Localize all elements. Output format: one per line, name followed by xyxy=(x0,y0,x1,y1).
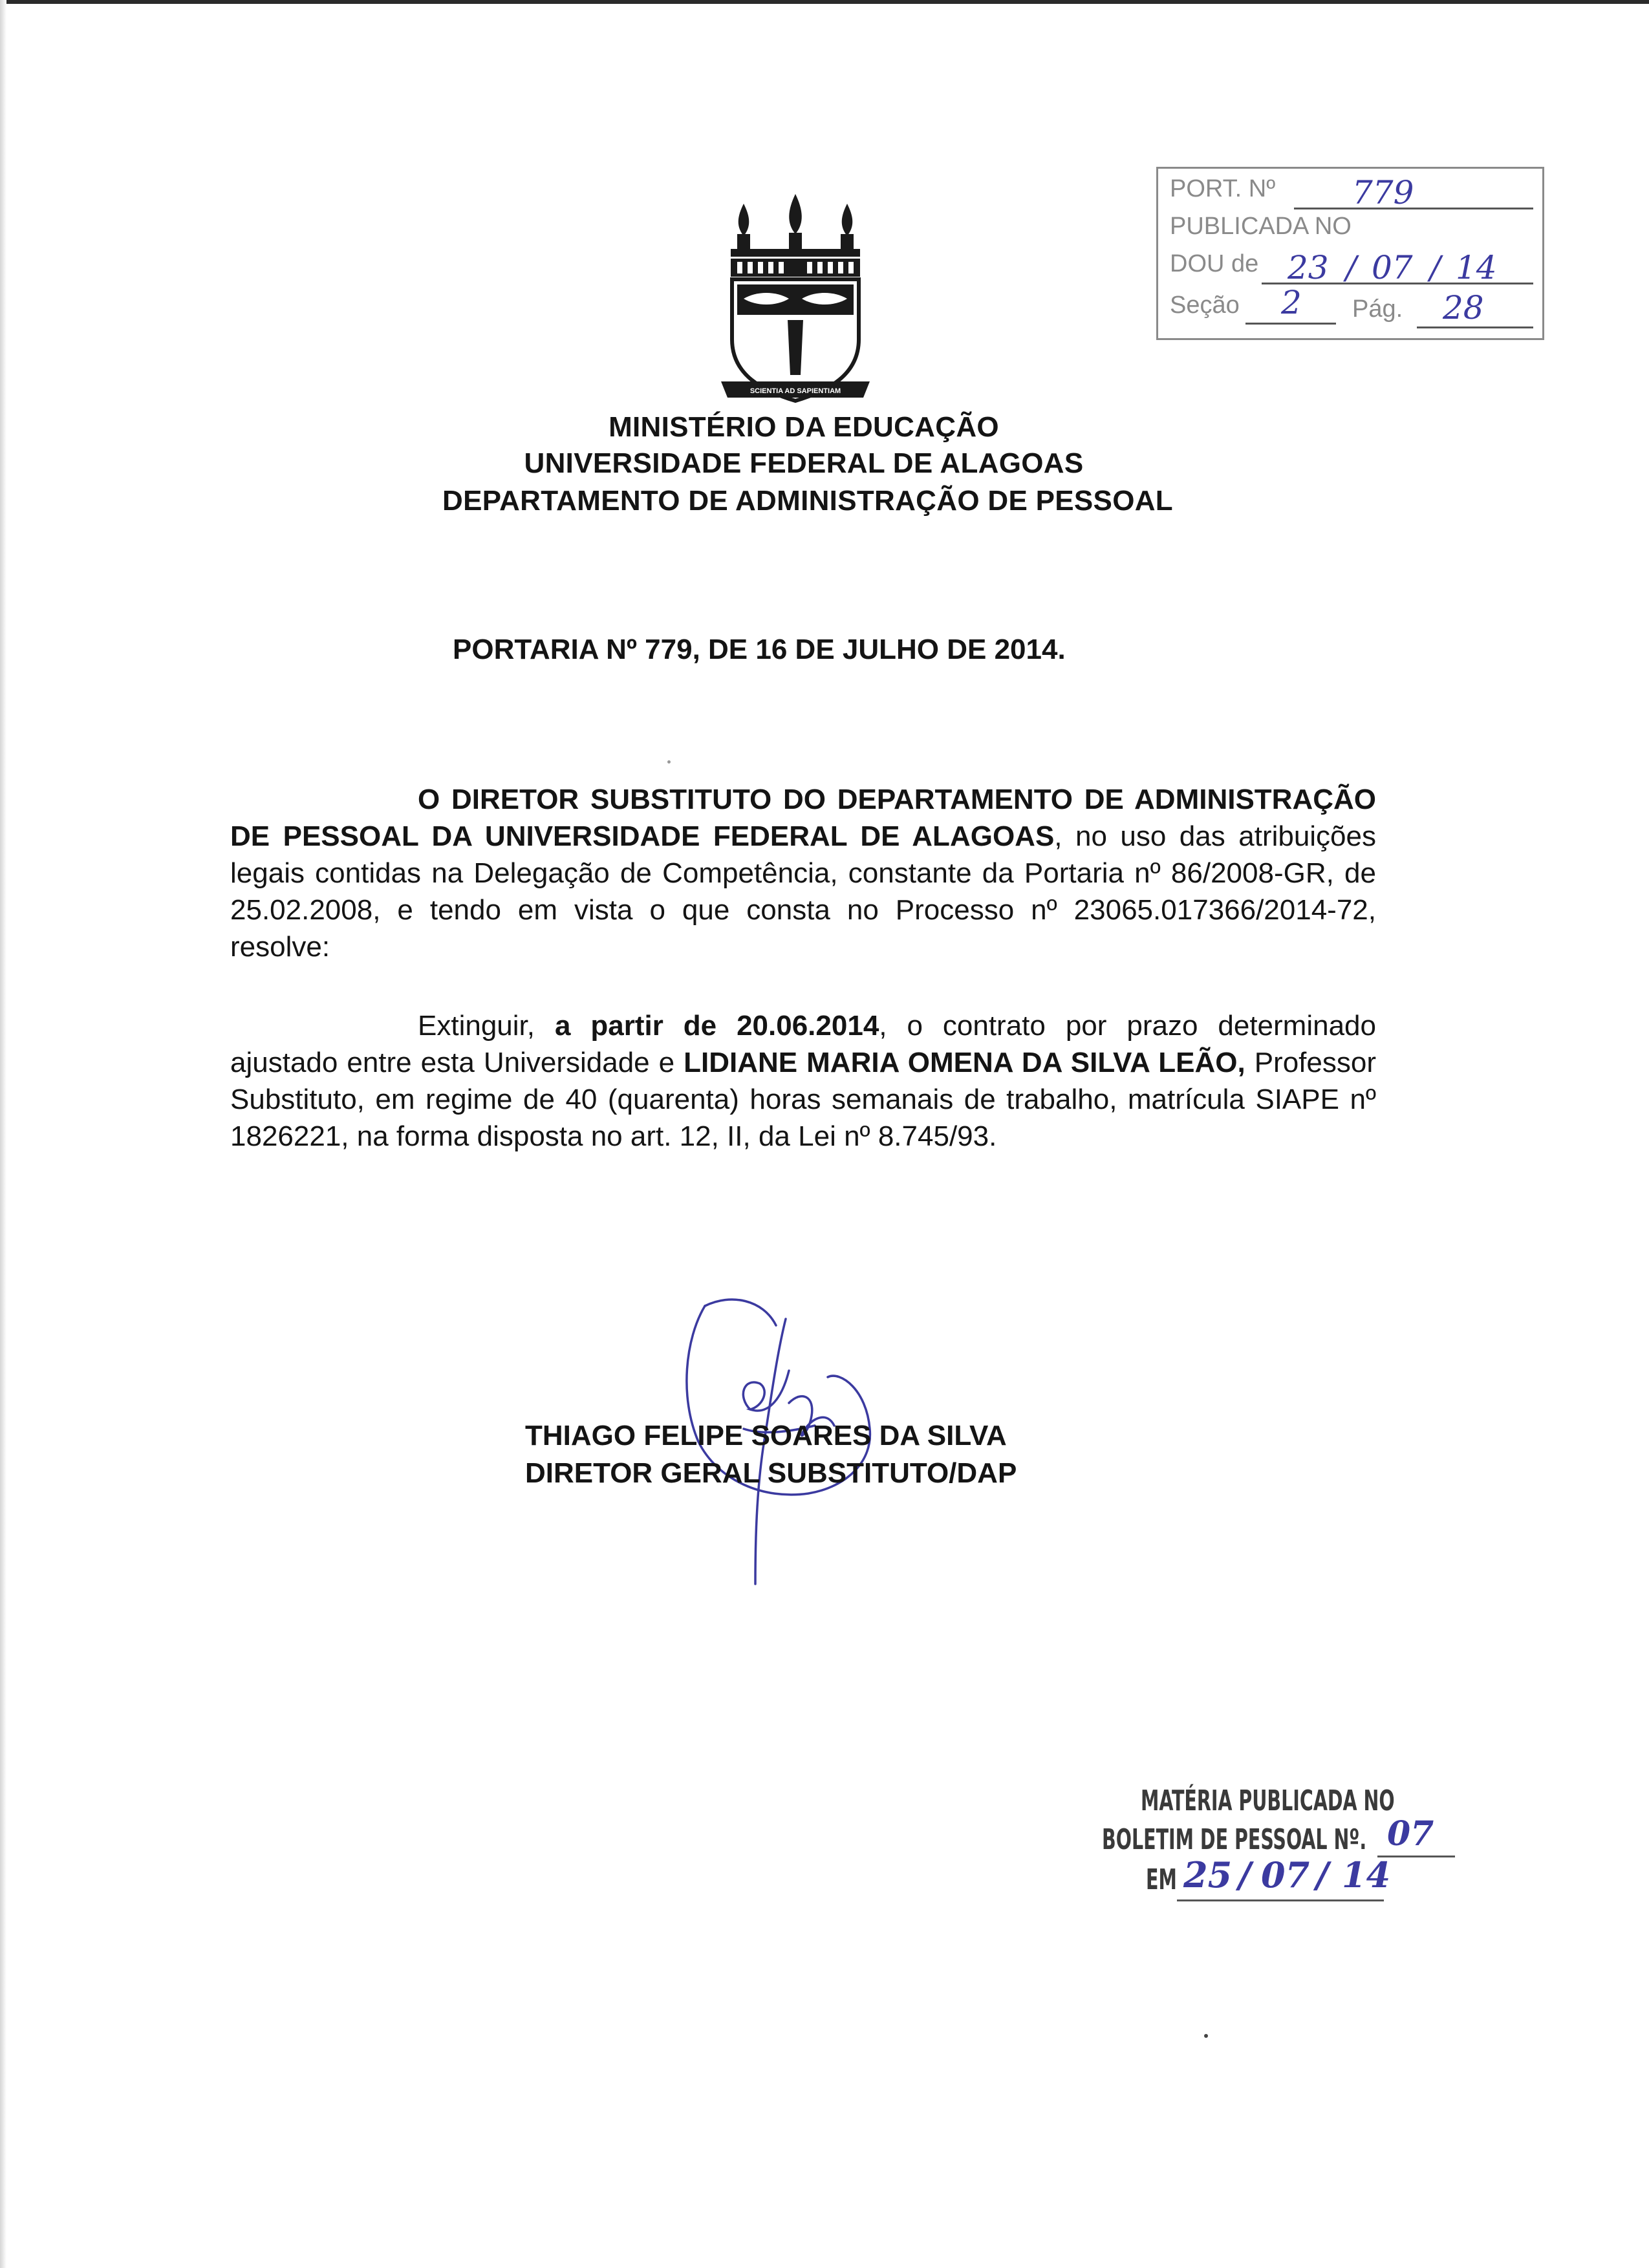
dou-year: 14 xyxy=(1456,249,1497,286)
boletim-line1: MATÉRIA PUBLICADA NO xyxy=(1141,1784,1395,1817)
signatory-name: THIAGO FELIPE SOARES DA SILVA xyxy=(525,1420,1007,1451)
signatory-role: DIRETOR GERAL SUBSTITUTO/DAP xyxy=(525,1457,1017,1489)
header-department: DEPARTAMENTO DE ADMINISTRAÇÃO DE PESSOAL xyxy=(442,485,1173,517)
portaria-title: PORTARIA Nº 779, DE 16 DE JULHO DE 2014. xyxy=(453,634,1066,665)
scan-top-edge xyxy=(0,0,1649,4)
secao-number: 2 xyxy=(1281,284,1302,321)
dou-month: 07 xyxy=(1372,249,1413,286)
resolution-text-2: , o contrato por prazo determinado ajustado entre esta Universidade e xyxy=(230,1010,1376,1078)
pag-number: 28 xyxy=(1443,289,1484,326)
preamble-text: , no uso das atribuições legais contidas na Delegação de Competência, constante da Portaria nº 86/2008-GR, de 25.02.2008, e tendo em vista o que consta no Processo nº 23065.017366/2014-72, resolve: xyxy=(230,820,1377,963)
port-label: PORT. Nº xyxy=(1170,175,1276,202)
scan-speck xyxy=(667,760,671,764)
boletim-publication-stamp: MATÉRIA PUBLICADA NO BOLETIM DE PESSOAL Nº. 07 EM 25 / 07 / 14 xyxy=(1093,1784,1494,1933)
dou-day: 23 xyxy=(1288,249,1329,286)
boletim-month: 07 xyxy=(1261,1854,1310,1896)
paragraph-resolution xyxy=(230,1007,1376,1155)
dou-label: DOU de xyxy=(1170,250,1259,277)
scan-left-shadow xyxy=(0,0,6,2268)
boletim-number: 07 xyxy=(1387,1814,1434,1854)
dou-publication-stamp: PORT. Nº 779 PUBLICADA NO DOU de 23 / 07 / 14 Seção 2 Pág. 28 xyxy=(1156,167,1544,340)
resolution-effective-date: a partir de 20.06.2014 xyxy=(554,1010,879,1042)
resolution-text-3: Professor Substituto, em regime de 40 (quarenta) horas semanais de trabalho, matrícula SIAPE nº 1826221, na forma disposta no art. 12, II, da Lei nº 8.745/93. xyxy=(230,1047,1376,1152)
boletim-label: BOLETIM DE PESSOAL Nº. xyxy=(1102,1823,1367,1856)
port-number: 779 xyxy=(1352,174,1414,211)
paragraph-preamble xyxy=(230,781,1376,965)
publicada-label: PUBLICADA NO xyxy=(1170,213,1352,240)
boletim-day: 25 xyxy=(1183,1854,1233,1896)
header-university: UNIVERSIDADE FEDERAL DE ALAGOAS xyxy=(524,447,1084,479)
boletim-year: 14 xyxy=(1342,1854,1391,1896)
boletim-em-label: EM xyxy=(1146,1863,1177,1896)
scan-speck xyxy=(1204,2034,1208,2038)
crest-motto: SCIENTIA AD SAPIENTIAM xyxy=(749,387,841,395)
header-ministry: MINISTÉRIO DA EDUCAÇÃO xyxy=(609,411,999,443)
secao-label: Seção xyxy=(1170,292,1240,319)
employee-name: LIDIANE MARIA OMENA DA SILVA LEÃO, xyxy=(684,1047,1245,1078)
preamble-bold-lead: O DIRETOR SUBSTITUTO DO DEPARTAMENTO DE ADMINISTRAÇÃO DE PESSOAL DA UNIVERSIDADE FEDERAL DE ALAGOAS xyxy=(230,784,1376,852)
university-crest-logo xyxy=(718,187,873,407)
pag-label: Pág. xyxy=(1352,295,1403,323)
resolution-text-1: Extinguir, xyxy=(418,1010,555,1042)
